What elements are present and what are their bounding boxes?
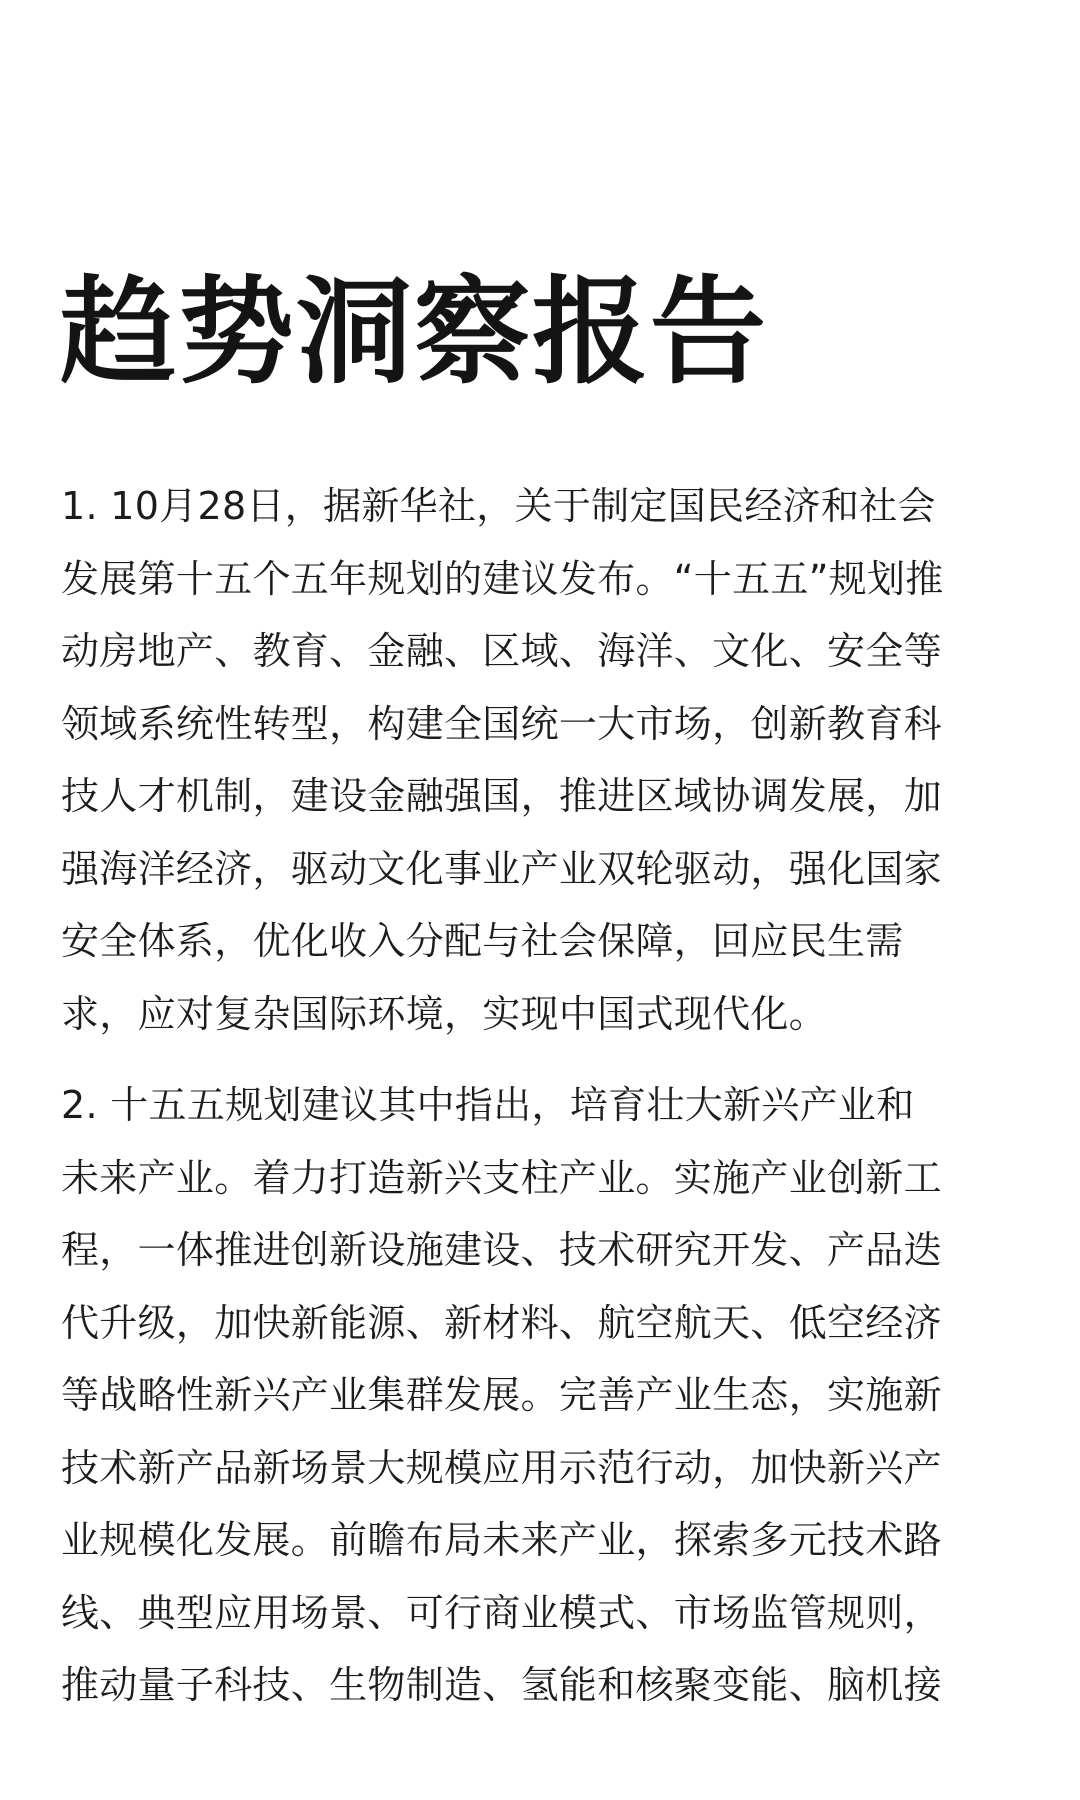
- paragraph-line: 2. 十五五规划建议其中指出，培育壮大新兴产业和: [61, 1083, 915, 1127]
- paragraph-line: 技人才机制，建设金融强国，推进区域协调发展，加: [61, 774, 942, 818]
- paragraph-2: [61, 1069, 1031, 1722]
- paragraph-line: 等战略性新兴产业集群发展。完善产业生态，实施新: [61, 1373, 942, 1417]
- paragraph-line: 代升级，加快新能源、新材料、航空航天、低空经济: [61, 1300, 942, 1345]
- paragraph-line: 求，应对复杂国际环境，实现中国式现代化。: [61, 991, 828, 1036]
- paragraph-line: 发展第十五个五年规划的建议发布。“十五五”规划推: [61, 556, 944, 601]
- paragraph-line: 1. 10月28日，据新华社，关于制定国民经济和社会: [61, 484, 936, 528]
- paragraph-line: 线、典型应用场景、可行商业模式、市场监管规则，: [61, 1590, 942, 1635]
- paragraph-line: 技术新产品新场景大规模应用示范行动，加快新兴产: [61, 1445, 942, 1490]
- paragraph-line: 推动量子科技、生物制造、氢能和核聚变能、脑机接: [61, 1663, 942, 1707]
- paragraph-line: 安全体系，优化收入分配与社会保障，回应民生需: [61, 919, 904, 963]
- paragraph-line: 强海洋经济，驱动文化事业产业双轮驱动，强化国家: [61, 846, 942, 891]
- page-title: 趋势洞察报告: [60, 265, 768, 400]
- paragraph-1: [61, 470, 1031, 1050]
- paragraph-line: 程，一体推进创新设施建设、技术研究开发、产品迭: [61, 1228, 942, 1272]
- paragraph-line: 动房地产、教育、金融、区域、海洋、文化、安全等: [61, 629, 942, 673]
- paragraph-line: 未来产业。着力打造新兴支柱产业。实施产业创新工: [61, 1155, 942, 1200]
- paragraph-line: 领域系统性转型，构建全国统一大市场，创新教育科: [61, 701, 942, 746]
- paragraph-line: 业规模化发展。前瞻布局未来产业，探索多元技术路: [61, 1518, 942, 1562]
